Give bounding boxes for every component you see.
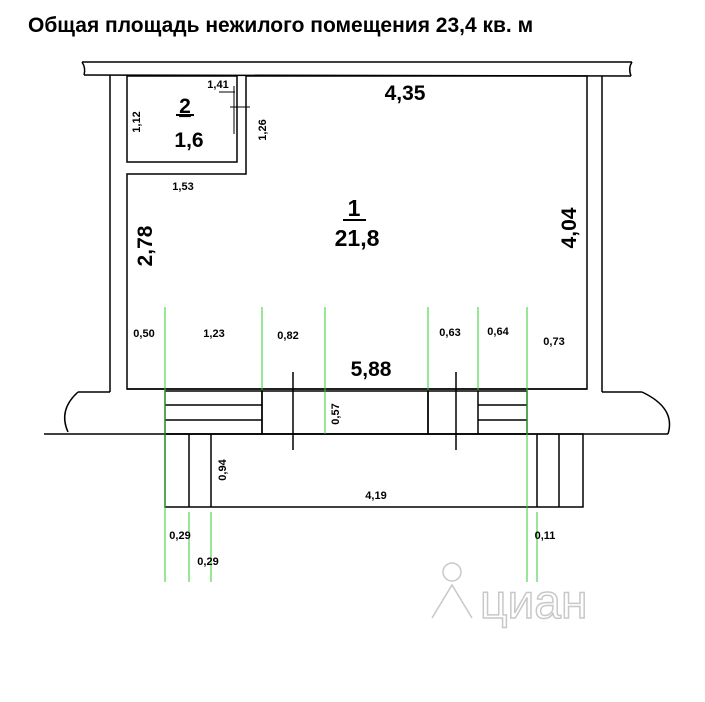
dim-seg-1: 0,50 <box>133 328 155 340</box>
dim-left: 2,78 <box>134 225 157 267</box>
room-2-area: 1,6 <box>174 129 204 152</box>
dim-wall: 0,57 <box>330 403 342 425</box>
wall-top-left-break <box>82 62 85 75</box>
wall-left-curve <box>65 392 78 432</box>
dim-bottom: 5,88 <box>350 358 392 381</box>
guide-lines <box>165 307 537 582</box>
dim-right: 4,04 <box>558 207 581 249</box>
dim-seg-6: 0,73 <box>543 336 565 348</box>
dim-step-2: 0,29 <box>197 556 219 568</box>
dim-notch: 1,53 <box>172 181 194 193</box>
dim-small-left: 1,12 <box>131 111 143 133</box>
dim-small-top: 1,41 <box>207 79 229 91</box>
cian-logo-icon <box>432 563 472 618</box>
wall-right-curve <box>642 392 670 434</box>
room-1-number: 1 <box>347 195 361 221</box>
window-left <box>165 391 262 434</box>
cian-watermark <box>432 563 588 629</box>
wall-top-right-break <box>630 62 632 76</box>
door-center <box>262 391 428 434</box>
dim-seg-3: 0,82 <box>277 330 299 342</box>
dim-seg-5: 0,64 <box>487 326 509 338</box>
room-2-number: 2 <box>179 95 191 118</box>
room-1-area: 21,8 <box>334 225 380 251</box>
dim-porch-depth: 0,94 <box>217 459 229 481</box>
dim-top: 4,35 <box>384 82 426 105</box>
bottom-wall-openings <box>127 372 587 450</box>
page-title: Общая площадь нежилого помещения 23,4 кв. м <box>28 14 534 37</box>
dim-step-3: 0,11 <box>534 530 556 542</box>
dim-seg-4: 0,63 <box>439 327 461 339</box>
dim-seg-2: 1,23 <box>203 328 225 340</box>
dim-small-right: 1,26 <box>257 119 269 141</box>
watermark-text: циан <box>480 576 588 629</box>
dim-step-1: 0,29 <box>169 530 191 542</box>
dim-porch-width: 4,19 <box>365 490 387 502</box>
